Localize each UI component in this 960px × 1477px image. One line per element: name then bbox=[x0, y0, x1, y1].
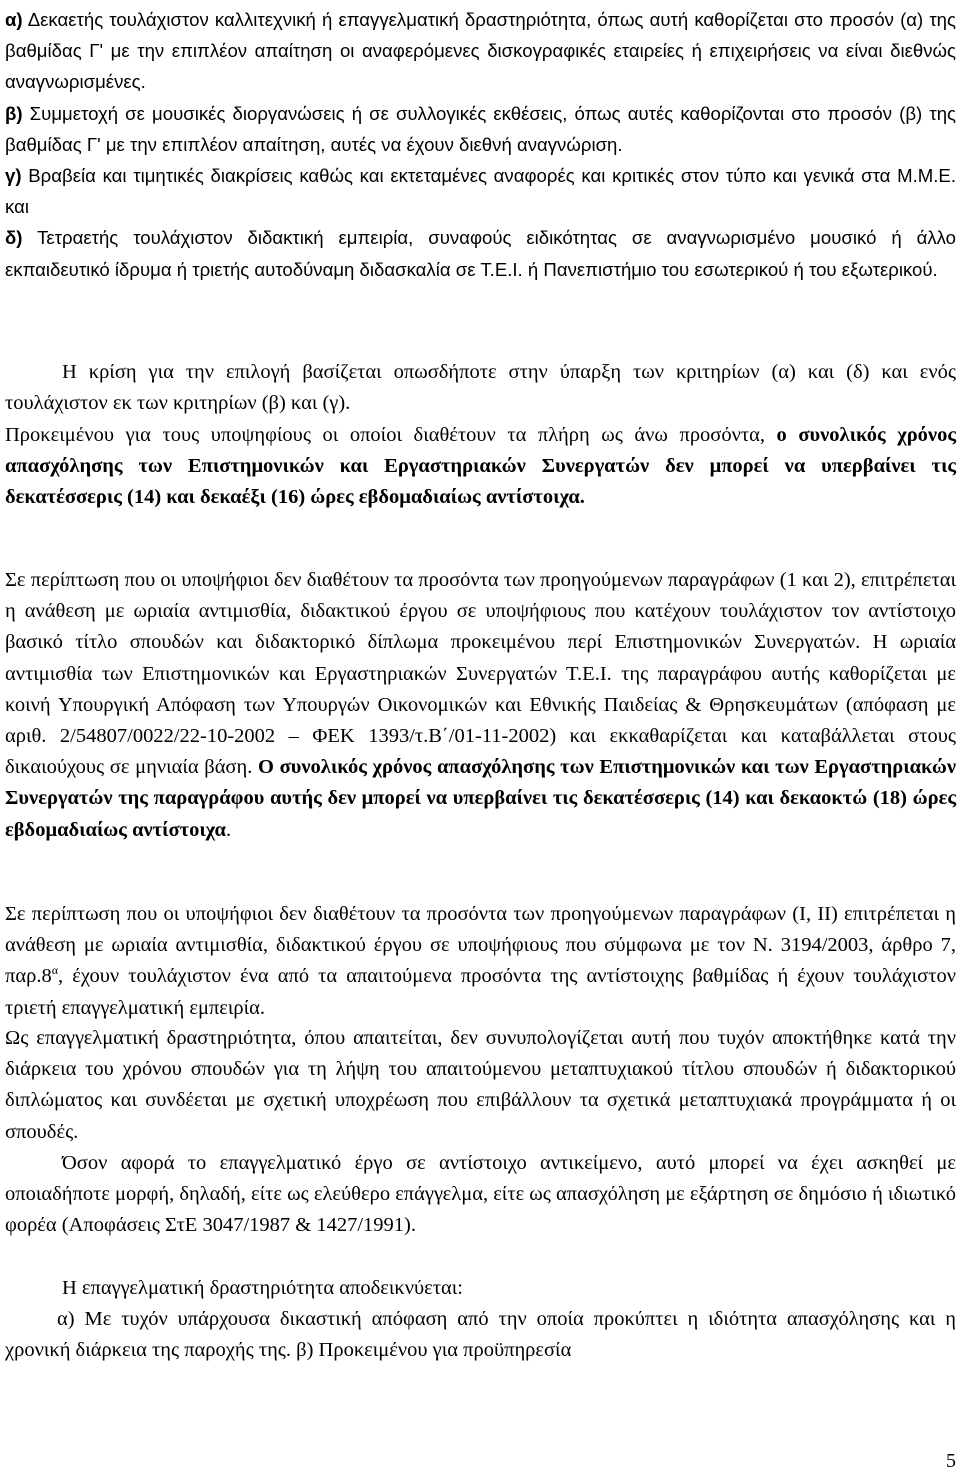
criteria-list bbox=[5, 4, 956, 285]
criterion-d: δ) Τετραετής τουλάχιστον διδακτική εμπειρία, συναφούς ειδικότητας σε αναγνωρισμένο μουσικό ή άλλο εκπαιδευτικό ίδρυμα ή τριετής αυτοδύναμη διδασκαλία σε Τ.Ε.Ι. ή Πανεπιστήμιο του εσωτερικού ή του εξωτερικού. bbox=[5, 227, 956, 280]
paragraph-criteria: Η κρίση για την επιλογή βασίζεται οπωσδήποτε στην ύπαρξη των κριτηρίων (α) και (δ) και ενός τουλάχιστον εκ των κριτηρίων (β) και (γ). bbox=[5, 361, 956, 415]
criterion-b: β) Συμμετοχή σε μουσικές διοργανώσεις ή σε συλλογικές εκθέσεις, όπως αυτές καθορίζονται στο προσόν (β) της βαθμίδας Γ' με την επιπλέον απαίτηση, αυτές να έχουν διεθνή αναγνώριση. bbox=[5, 102, 956, 155]
paragraph-proof-title: Η επαγγελματική δραστηριότητα αποδεικνύεται: bbox=[62, 1277, 463, 1299]
paragraph-case-1: Σε περίπτωση που οι υποψήφιοι δεν διαθέτουν τα προσόντα των προηγούμενων παραγράφων (1 και 2), επιτρέπεται η ανάθεση με ωριαία αντιμισθία, διδακτικού έργου σε υποψήφιους που κατέχουν τουλάχιστον τον αντίστοιχο βασικό τίτλο σπουδών και διδακτορικό δίπλωμα προκειμένου περί Επιστημονικών Συνεργατών. Η ωριαία αντιμισθία των Επιστημονικών και Εργαστηριακών Συνεργατών Τ.Ε.Ι. της παραγράφου αυτής καθορίζεται με κοινή Υπουργική Απόφαση των Υπουργών Οικονομικών και Εθνικής Παιδείας & Θρησκευμάτων (απόφαση με αριθ. 2/54807/0022/22-10-2002 – ΦΕΚ 1393/τ.Β΄/01-11-2002) και εκκαθαρίζεται και καταβάλλεται στους δικαιούχους σε μηνιαία βάση. Ο συνολικός χρόνος απασχόλησης των Επιστημονικών και των Εργαστηριακών Συνεργατών της παραγράφου αυτής δεν μπορεί να υπερβαίνει τις δεκατέσσερις (14) και δεκαοκτώ (18) ώρες εβδομαδιαίως αντίστοιχα. bbox=[5, 569, 956, 841]
paragraph-case-2: Σε περίπτωση που οι υποψήφιοι δεν διαθέτουν τα προσόντα των προηγούμενων παραγράφων (Ι, ΙΙ) επιτρέπεται η ανάθεση με ωριαία αντιμισθία, διδακτικού έργου σε υποψήφιους που σύμφωνα με τον Ν. 3194/2003, άρθρο 7, $\pi\alpha\rho.8^\alpha$, έχουν τουλάχιστον ένα από τα απαιτούμενα προσόντα της αντίστοιχης βαθμίδας ή έχουν τουλάχιστον τριετή επαγγελματική εμπειρία. bbox=[5, 903, 956, 1019]
paragraph-work: Όσον αφορά το επαγγελματικό έργο σε αντίστοιχο αντικείμενο, αυτό μπορεί να έχει ασκηθεί με οποιαδήποτε μορφή, δηλαδή, είτε ως ελεύθερο επάγγελμα, είτε ως απασχόληση με εξάρτηση σε δημόσιο ή ιδιωτικό φορέα (Αποφάσεις ΣτΕ 3047/1987 & 1427/1991). bbox=[5, 1152, 956, 1237]
criterion-a: α) Δεκαετής τουλάχιστον καλλιτεχνική ή επαγγελματική δραστηριότητα, όπως αυτή καθορίζεται στο προσόν (α) της βαθμίδας Γ' με την επιπλέον απαίτηση οι αναφερόμενες δισκογραφικές εταιρείες ή επιχειρήσεις να είναι διεθνώς αναγνωρισμένες. bbox=[5, 9, 956, 93]
criterion-c: γ) Βραβεία και τιμητικές διακρίσεις καθώς και εκτεταμένες αναφορές και κριτικές στον τύπο και γενικά στα Μ.Μ.Ε. και bbox=[5, 165, 956, 218]
page-number: 5 bbox=[946, 1450, 956, 1472]
paragraph-experience: Ως επαγγελματική δραστηριότητα, όπου απαιτείται, δεν συνυπολογίζεται αυτή που τυχόν αποκτήθηκε κατά την διάρκεια του χρόνου σπουδών για τη λήψη του απαιτούμενου μεταπτυχιακού τίτλου σπουδών ή διδακτορικού διπλώματος και συνδέεται με σχετική υποχρέωση που επιβάλλουν τα σχετικά μεταπτυχιακά προγράμματα ή οι σπουδές. bbox=[5, 1027, 956, 1143]
paragraph-hours-1: Προκειμένου για τους υποψηφίους οι οποίοι διαθέτουν τα πλήρη ως άνω προσόντα, ο συνολικός χρόνος απασχόλησης των Επιστημονικών και Εργαστηριακών Συνεργατών δεν μπορεί να υπερβαίνει τις δεκατέσσερις (14) και δεκαέξι (16) ώρες εβδομαδιαίως αντίστοιχα. bbox=[5, 424, 956, 509]
paragraph-proof-text: α) Με τυχόν υπάρχουσα δικαστική απόφαση από την οποία προκύπτει η ιδιότητα απασχόλησης και η χρονική διάρκεια της παροχής της. β) Προκειμένου για προϋπηρεσία bbox=[5, 1308, 956, 1362]
